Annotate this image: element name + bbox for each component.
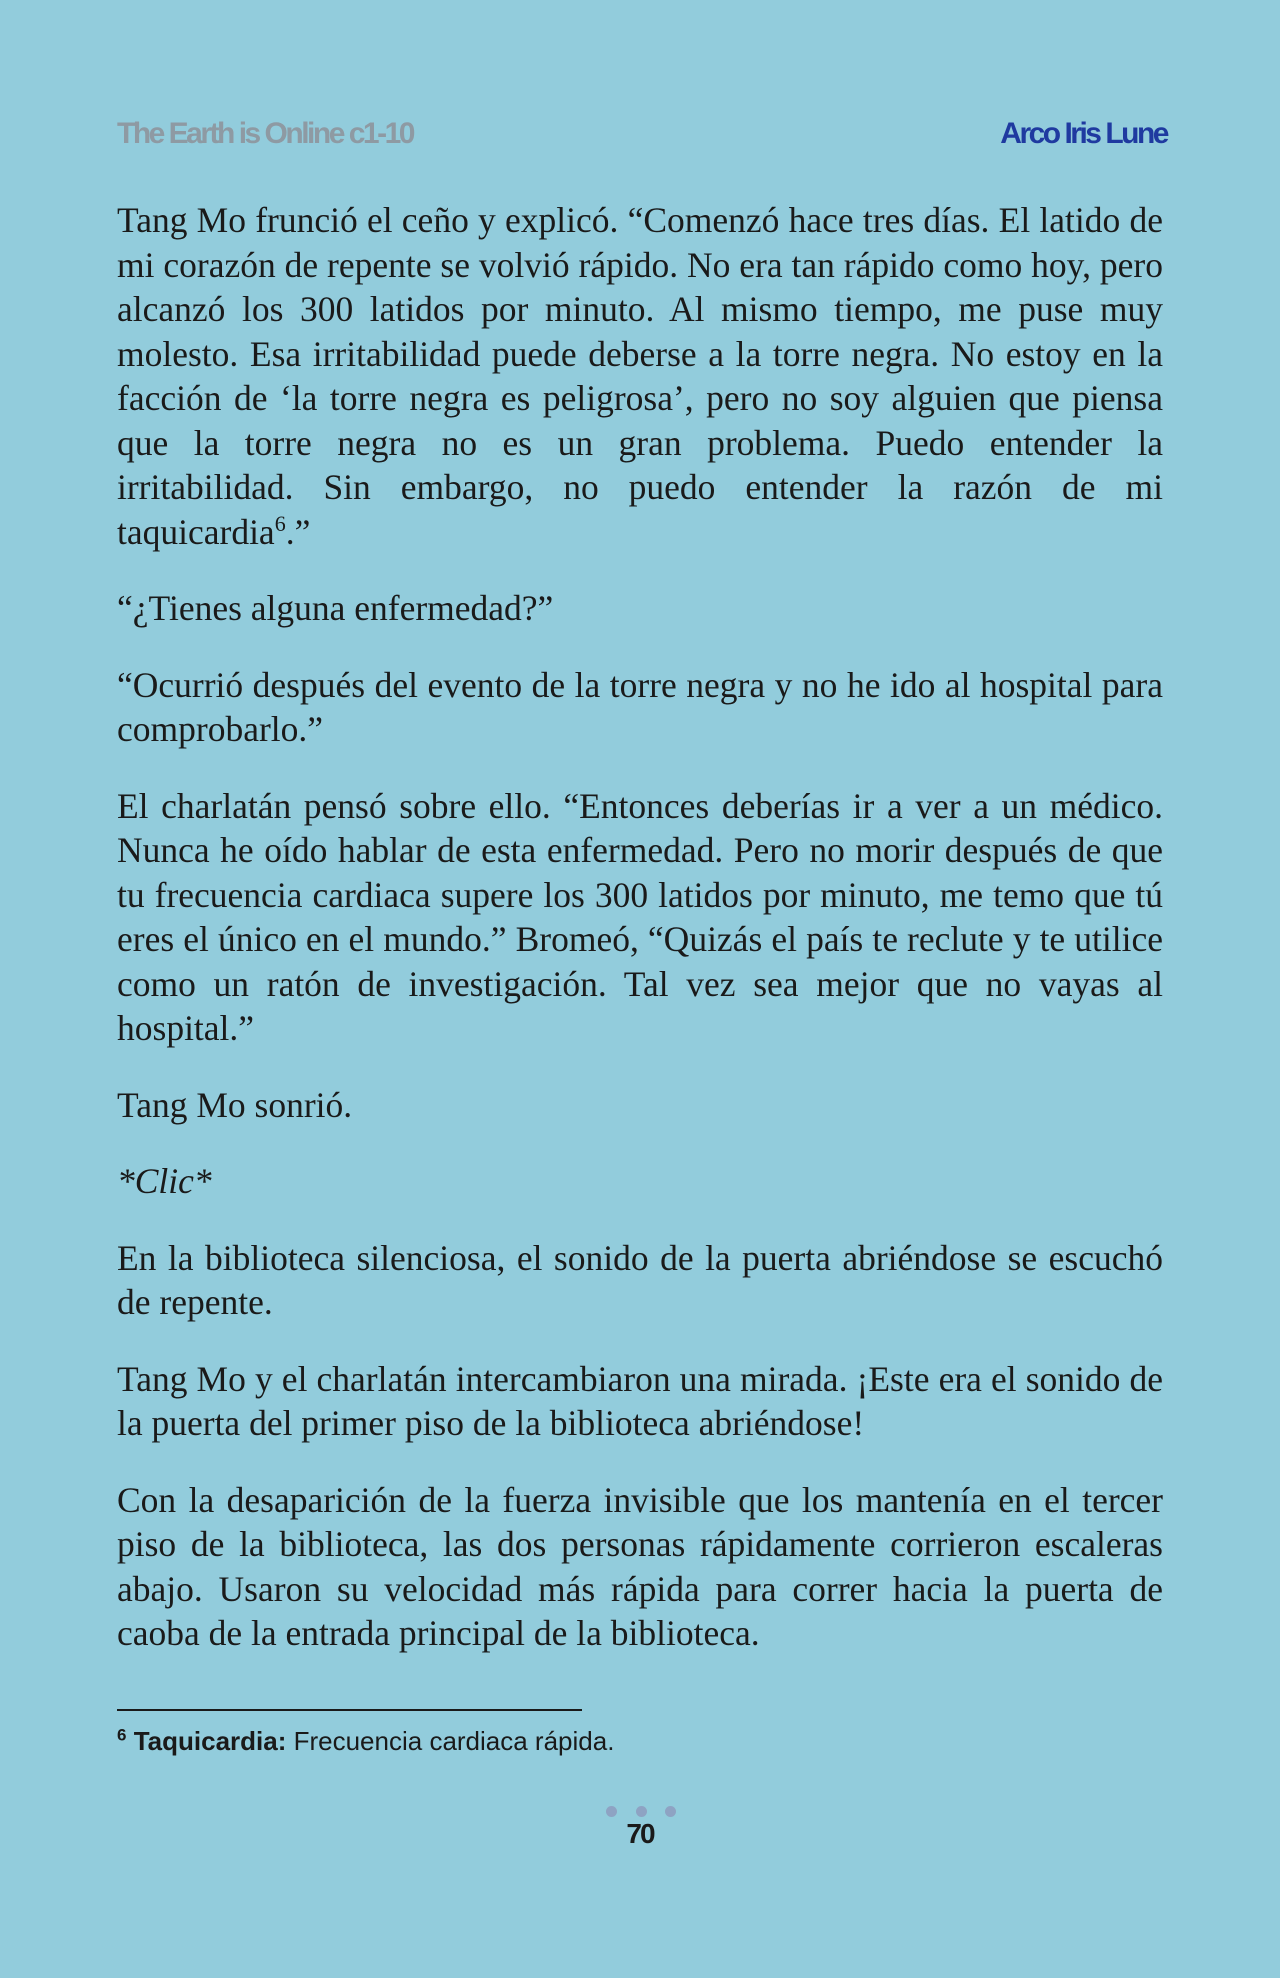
paragraph: El charlatán pensó sobre ello. “Entonces deberías ir a ver a un médico. Nunca he oído hablar de esta enfermedad. Pero no morir después de que tu frecuencia cardiaca supere los 300 latidos por minuto, me temo que tú eres el único en el mundo.” Bromeó, “Quizás el país te reclute y te utilice como un ratón de investigación. Tal vez sea mejor que no vayas al hospital.” xyxy=(117,785,1163,1048)
paragraph: En la biblioteca silenciosa, el sonido de la puerta abriéndose se escuchó de repente. xyxy=(117,1237,1163,1322)
paragraph: Tang Mo sonrió. xyxy=(117,1084,353,1125)
footnote-definition: Frecuencia cardiaca rápida. xyxy=(286,1726,615,1756)
sound-effect-paragraph: *Clic* xyxy=(117,1161,212,1201)
running-header-book-title: The Earth is Online c1-10 xyxy=(117,117,413,150)
footnote-separator xyxy=(117,1709,582,1711)
page-ornament-dots xyxy=(606,1806,676,1818)
paragraph: Tang Mo y el charlatán intercambiaron una mirada. ¡Este era el sonido de la puerta del primer piso de la biblioteca abriéndose! xyxy=(117,1358,1163,1443)
dot-icon xyxy=(606,1806,617,1817)
page-number: 70 xyxy=(626,1818,654,1849)
paragraph: Tang Mo frunció el ceño y explicó. “Comenzó hace tres días. El latido de mi corazón de repente se volvió rápido. No era tan rápido como hoy, pero alcanzó los 300 latidos por minuto. Al mismo tiempo, me puse muy molesto. Esa irritabilidad puede deberse a la torre negra. No estoy en la facción de ‘la torre negra es peligrosa’, pero no soy alguien que piensa que la torre negra no es un gran problema. Puedo entender la irritabilidad. Sin embargo, no puedo entender la razón de mi taquicardia$^6$.” xyxy=(117,200,1163,552)
running-header-translator: Arco Iris Lune xyxy=(1000,117,1167,150)
paragraph: “Ocurrió después del evento de la torre negra y no he ido al hospital para comprobarlo.” xyxy=(117,664,1163,749)
dot-icon xyxy=(665,1806,676,1817)
footnote-term: Taquicardia: xyxy=(133,1726,287,1756)
footnote xyxy=(117,1726,614,1757)
footnote-reference[interactable]: 6 xyxy=(274,510,286,536)
paragraph: “¿Tienes alguna enfermedad?” xyxy=(117,588,554,628)
dot-icon xyxy=(636,1806,647,1817)
paragraph: Con la desaparición de la fuerza invisible que los mantenía en el tercer piso de la biblioteca, las dos personas rápidamente corrieron escaleras abajo. Usaron su velocidad más rápida para correr hacia la puerta de caoba de la entrada principal de la biblioteca. xyxy=(117,1479,1163,1653)
chapter-body-text xyxy=(117,198,1163,1688)
footnote-number: 6 xyxy=(117,1725,127,1745)
